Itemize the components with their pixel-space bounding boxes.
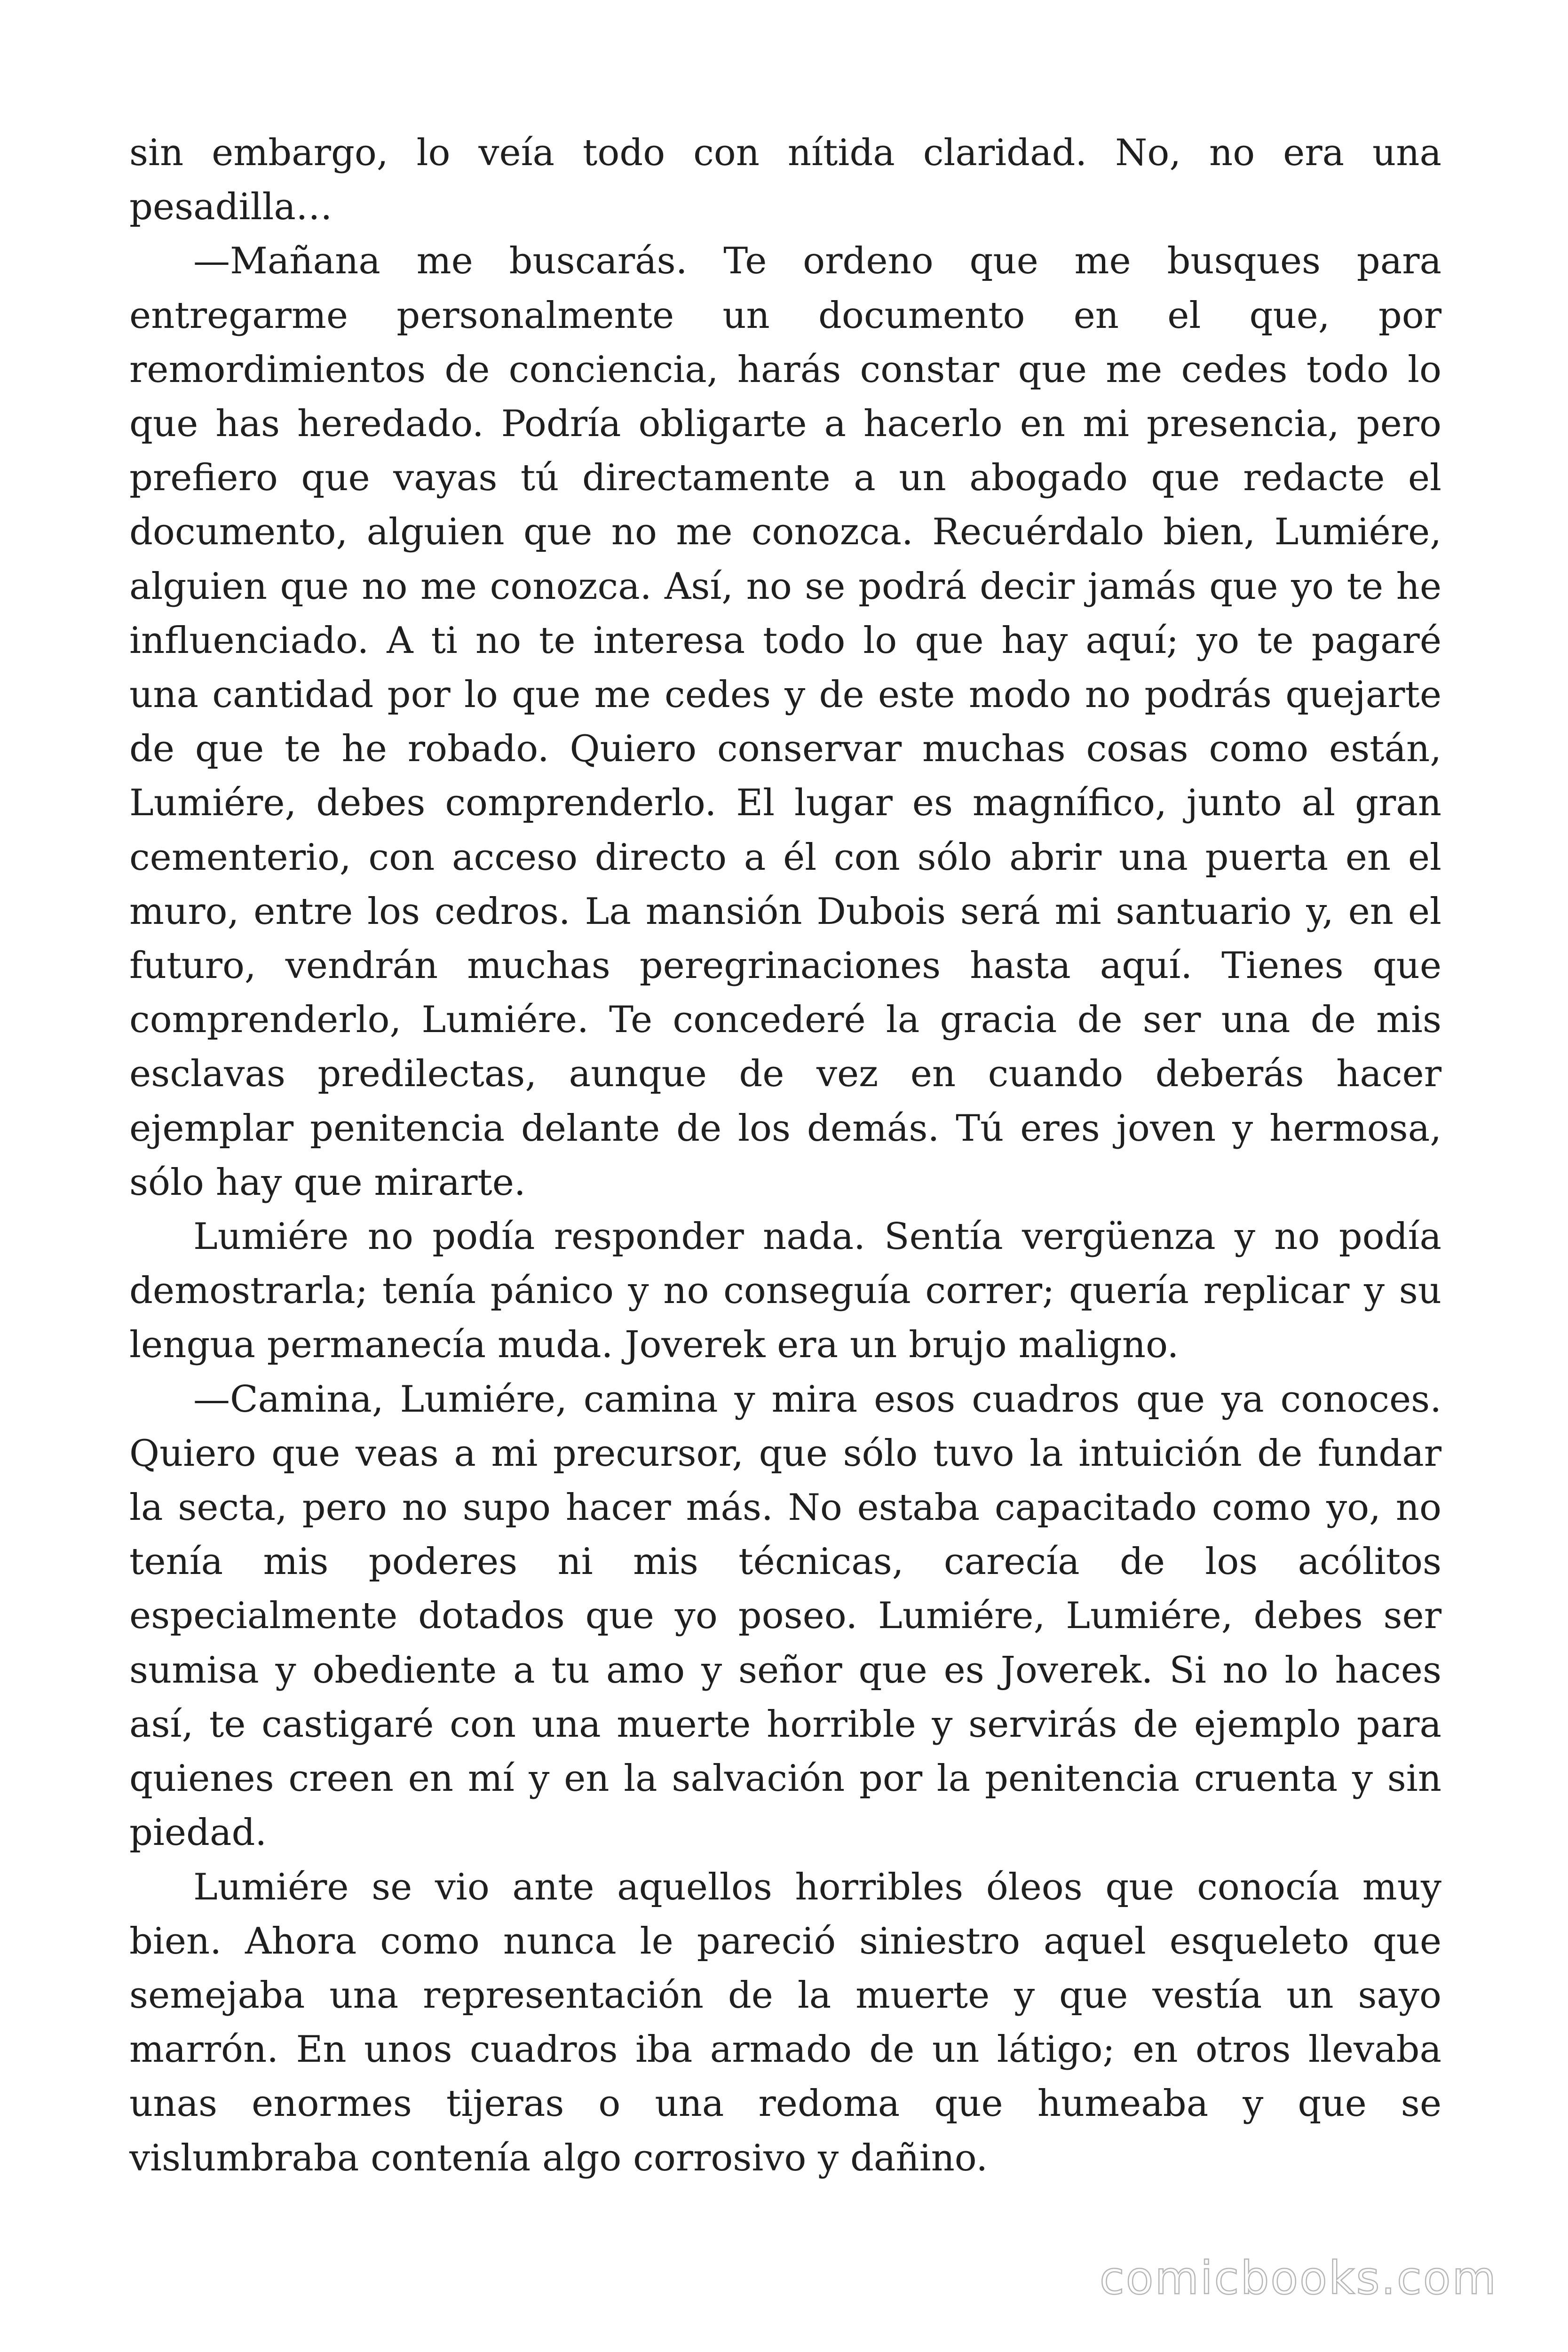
paragraph-dialogue-joverek: —Mañana me buscarás. Te ordeno que me busques para entregarme personalmente un documento en el que, por remordimientos de conciencia, harás constar que me cedes todo lo que has heredado. Podría obligarte a hacerlo en mi presencia, pero prefiero que vayas tú directamente a un abogado que redacte el documento, alguien que no me conozca. Recuérdalo bien, Lumiére, alguien que no me conozca. Así, no se podrá decir jamás que yo te he influenciado. A ti no te interesa todo lo que hay aquí; yo te pagaré una cantidad por lo que me cedes y de este modo no podrás quejarte de que te he robado. Quiero conservar muchas cosas como están, Lumiére, debes comprenderlo. El lugar es magnífico, junto al gran cementerio, con acceso directo a él con sólo abrir una puerta en el muro, entre los cedros. La mansión Dubois será mi santuario y, en el futuro, vendrán muchas peregrinaciones hasta aquí. Tienes que comprenderlo, Lumiére. Te concederé la gracia de ser una de mis esclavas predilectas, aunque de vez en cuando deberás hacer ejemplar penitencia delante de los demás. Tú eres joven y hermosa, sólo hay que mirarte. xyxy=(129,240,1441,1204)
page-body-text xyxy=(129,126,1441,2185)
watermark-text: comicbooks.com xyxy=(1099,2252,1497,2304)
paragraph-narration: Lumiére no podía responder nada. Sentía vergüenza y no podía demostrarla; tenía pánico y no conseguía correr; quería replicar y su lengua permanecía muda. Joverek era un brujo maligno. xyxy=(129,1216,1441,1367)
paragraph-dialogue-camina: —Camina, Lumiére, camina y mira esos cuadros que ya conoces. Quiero que veas a mi precursor, que sólo tuvo la intuición de fundar la secta, pero no supo hacer más. No estaba capacitado como yo, no tenía mis poderes ni mis técnicas, carecía de los acólitos especialmente dotados que yo poseo. Lumiére, Lumiére, debes ser sumisa y obediente a tu amo y señor que es Joverek. Si no lo haces así, te castigaré con una muerte horrible y servirás de ejemplo para quienes creen en mí y en la salvación por la penitencia cruenta y sin piedad. xyxy=(129,1378,1441,1854)
paragraph-narration-paintings: Lumiére se vio ante aquellos horribles óleos que conocía muy bien. Ahora como nunca le pareció siniestro aquel esqueleto que semejaba una representación de la muerte y que vestía un sayo marrón. En unos cuadros iba armado de un látigo; en otros llevaba unas enormes tijeras o una redoma que humeaba y que se vislumbraba contenía algo corrosivo y dañino. xyxy=(129,1866,1441,2179)
paragraph-continuation: sin embargo, lo veía todo con nítida claridad. No, no era una pesadilla… xyxy=(129,132,1441,229)
